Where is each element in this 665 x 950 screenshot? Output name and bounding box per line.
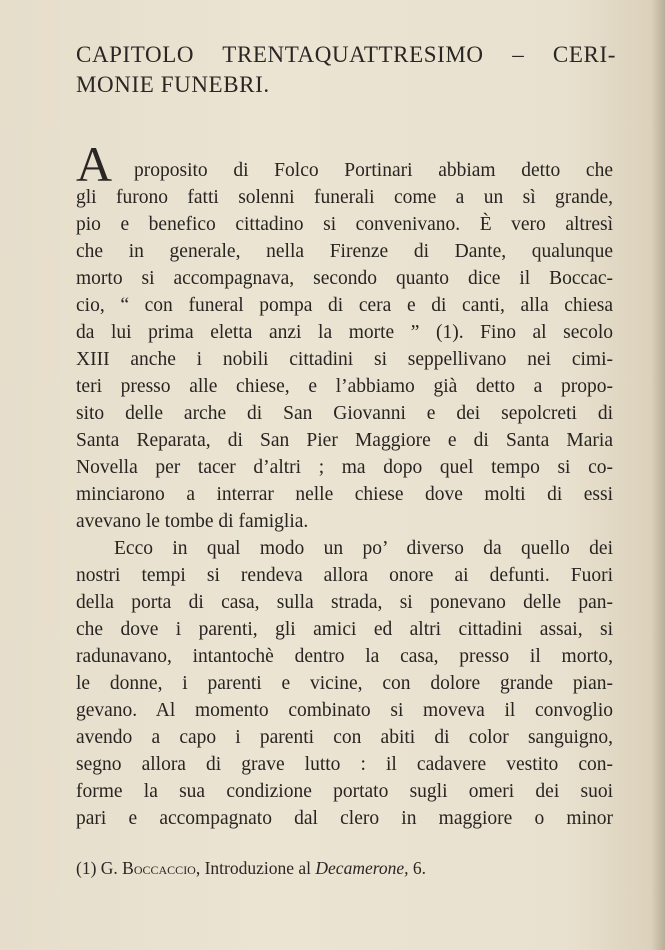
paragraph-1 bbox=[76, 157, 613, 535]
text-line: avevano le tombe di famiglia. bbox=[76, 511, 309, 532]
text-line: XIII anche i nobili cittadini si seppellivano nei cimi- bbox=[76, 349, 613, 370]
footnote-number: (1) bbox=[76, 858, 97, 878]
footnote-work: Decamerone, bbox=[315, 858, 409, 878]
footnote bbox=[76, 856, 426, 880]
chapter-heading-line-2: MONIE FUNEBRI. bbox=[76, 72, 270, 97]
text-line: sito delle arche di San Giovanni e dei sepolcreti di bbox=[76, 403, 613, 424]
text-line: della porta di casa, sulla strada, si ponevano delle pan- bbox=[76, 592, 613, 613]
text-line: avendo a capo i parenti con abiti di color sanguigno, bbox=[76, 727, 613, 748]
footnote-author: G. Boccaccio, bbox=[100, 858, 201, 878]
drop-cap: A bbox=[76, 136, 113, 192]
text-line: Ecco in qual modo un po’ diverso da quello dei bbox=[114, 538, 613, 559]
text-line: che in generale, nella Firenze di Dante, qualunque bbox=[76, 241, 613, 262]
paragraph-2 bbox=[76, 535, 613, 832]
text-line: le donne, i parenti e vicine, con dolore grande pian- bbox=[76, 673, 613, 694]
text-line: proposito di Folco Portinari abbiam detto che bbox=[134, 160, 613, 181]
text-line: Novella per tacer d’altri ; ma dopo quel tempo si co- bbox=[76, 457, 613, 478]
text-line: nostri tempi si rendeva allora onore ai defunti. Fuori bbox=[76, 565, 613, 586]
text-line: gevano. Al momento combinato si moveva il convoglio bbox=[76, 700, 613, 721]
text-line: cio, “ con funeral pompa di cera e di canti, alla chiesa bbox=[76, 295, 613, 316]
text-line: segno allora di grave lutto : il cadavere vestito con- bbox=[76, 754, 613, 775]
text-line: forme la sua condizione portato sugli omeri dei suoi bbox=[76, 781, 613, 802]
footnote-page: 6. bbox=[412, 858, 427, 878]
text-line: pari e accompagnato dal clero in maggiore o minor bbox=[76, 808, 613, 829]
text-line: pio e benefico cittadino si convenivano. È vero altresì bbox=[76, 214, 613, 235]
text-line: gli furono fatti solenni funerali come a un sì grande, bbox=[76, 187, 613, 208]
footnote-text: Introduzione al bbox=[204, 858, 312, 878]
text-line: Santa Reparata, di San Pier Maggiore e di Santa Maria bbox=[76, 430, 613, 451]
text-line: da lui prima eletta anzi la morte ” (1). Fino al secolo bbox=[76, 322, 613, 343]
page-edge-shadow bbox=[651, 0, 665, 950]
text-line: teri presso alle chiese, e l’abbiamo già detto a propo- bbox=[76, 376, 613, 397]
chapter-heading bbox=[76, 40, 616, 100]
text-line: che dove i parenti, gli amici ed altri cittadini assai, si bbox=[76, 619, 613, 640]
body-text bbox=[76, 157, 613, 832]
chapter-heading-line-1: CAPITOLO TRENTAQUATTRESIMO – CERI- bbox=[76, 42, 616, 67]
text-line: morto si accompagnava, secondo quanto dice il Boccac- bbox=[76, 268, 613, 289]
text-line: minciarono a interrar nelle chiese dove molti di essi bbox=[76, 484, 613, 505]
text-line: radunavano, intantochè dentro la casa, presso il morto, bbox=[76, 646, 613, 667]
